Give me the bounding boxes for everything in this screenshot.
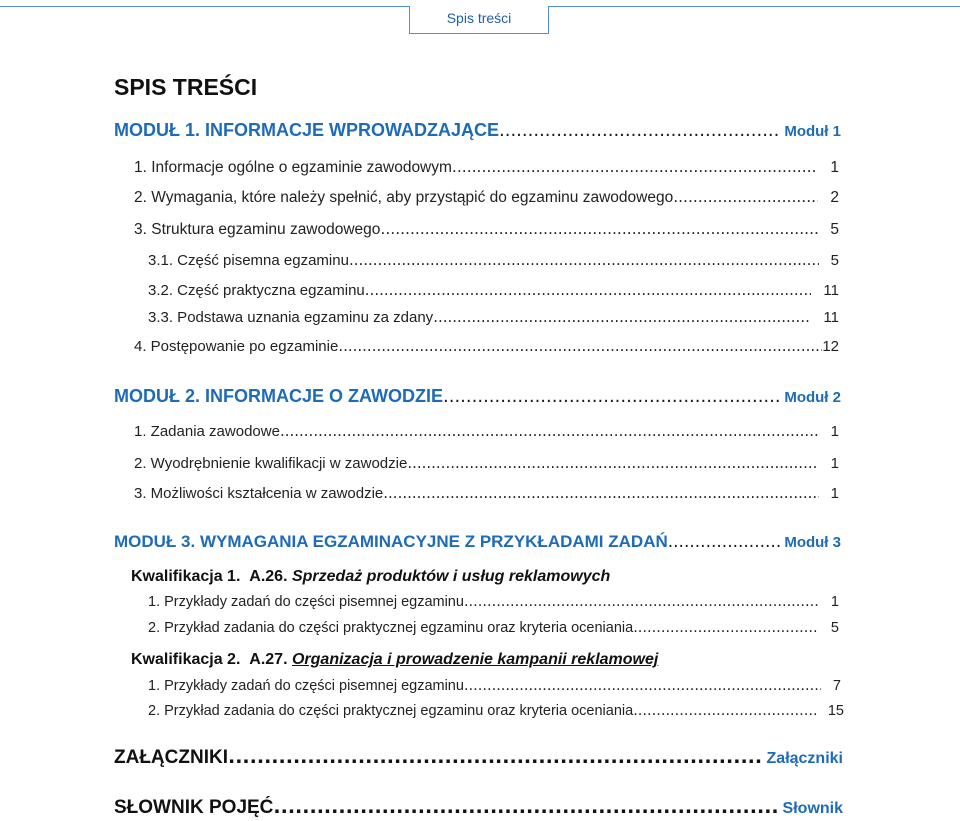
- qualification-code: A.27.: [249, 651, 288, 668]
- qualification-code: A.26.: [249, 568, 288, 585]
- toc-item-label: 1. Przykłady zadań do części pisemnej egzaminu: [148, 678, 464, 694]
- toc-module-3-label: MODUŁ 3. WYMAGANIA EGZAMINACYJNE Z PRZYKŁADAMI ZADAŃ: [114, 532, 668, 551]
- toc-item-page: 7: [832, 678, 841, 694]
- toc-module-3[interactable]: [114, 532, 841, 552]
- toc-item-page: 1: [830, 423, 839, 440]
- toc-item[interactable]: [148, 251, 839, 269]
- toc-item-page: 2: [830, 189, 839, 206]
- leader-dots: [338, 337, 822, 355]
- toc-item[interactable]: [134, 188, 839, 207]
- leader-dots: [383, 484, 818, 502]
- leader-dots: [633, 703, 816, 719]
- toc-item-page: 1: [830, 159, 839, 176]
- toc-item[interactable]: [148, 620, 839, 636]
- leader-dots: [633, 620, 819, 636]
- toc-item[interactable]: [134, 158, 839, 177]
- toc-item[interactable]: [148, 308, 839, 326]
- qualification-name: Organizacja i prowadzenie kampanii reklamowej: [291, 651, 659, 668]
- toc-item-page: 11: [823, 282, 839, 299]
- toc-item-label: 2. Przykład zadania do części praktycznej egzaminu oraz kryteria oceniania: [148, 703, 634, 719]
- leader-dots: [452, 158, 818, 176]
- toc-item-label: 2. Przykład zadania do części praktycznej egzaminu oraz kryteria oceniania: [148, 620, 634, 636]
- toc-item[interactable]: [148, 678, 841, 694]
- toc-item[interactable]: [134, 484, 839, 502]
- header-rule-right: [549, 6, 960, 7]
- toc-item-label: 3. Możliwości kształcenia w zawodzie: [134, 485, 384, 502]
- leader-dots: [365, 281, 812, 299]
- toc-item-label: 3. Struktura egzaminu zawodowego: [134, 221, 381, 238]
- toc-item[interactable]: [134, 337, 839, 355]
- toc-item-page: 1: [830, 455, 839, 472]
- toc-item-page: 12: [822, 338, 839, 355]
- toc-item-page: 5: [830, 252, 839, 269]
- leader-dots: [443, 386, 780, 407]
- toc-appendices[interactable]: [114, 746, 843, 769]
- toc-title: SPIS TREŚCI: [114, 74, 258, 100]
- toc-glossary-label: SŁOWNIK POJĘĆ: [114, 797, 274, 818]
- running-header: [409, 6, 549, 34]
- toc-appendices-page: Załączniki: [766, 750, 843, 767]
- leader-dots: [273, 796, 778, 818]
- toc-module-3-page: Moduł 3: [784, 534, 841, 551]
- toc-module-2-label: MODUŁ 2. INFORMACJE O ZAWODZIE: [114, 386, 444, 406]
- toc-item-page: 15: [827, 703, 844, 719]
- leader-dots: [228, 746, 763, 768]
- toc-item-label: 1. Zadania zawodowe: [134, 423, 280, 440]
- leader-dots: [433, 308, 811, 326]
- qualification-prefix: Kwalifikacja 2.: [131, 651, 241, 668]
- leader-dots: [349, 251, 819, 269]
- leader-dots: [464, 678, 821, 694]
- toc-item-page: 5: [830, 221, 839, 238]
- qualification-prefix: Kwalifikacja 1.: [131, 568, 241, 585]
- qualification-heading: [131, 568, 610, 586]
- toc-item-label: 2. Wymagania, które należy spełnić, aby przystąpić do egzaminu zawodowego: [134, 189, 674, 206]
- toc-item-label: 3.1. Część pisemna egzaminu: [148, 252, 349, 269]
- leader-dots: [464, 594, 819, 610]
- toc-item-page: 5: [830, 620, 839, 636]
- toc-item[interactable]: [148, 703, 844, 719]
- leader-dots: [673, 188, 818, 206]
- toc-item-label: 2. Wyodrębnienie kwalifikacji w zawodzie: [134, 455, 408, 472]
- leader-dots: [380, 220, 818, 238]
- toc-item-page: 11: [823, 309, 839, 326]
- toc-item[interactable]: [134, 422, 839, 440]
- toc-item[interactable]: [148, 281, 839, 299]
- toc-item-page: 1: [830, 485, 839, 502]
- toc-module-2-page: Moduł 2: [784, 389, 841, 406]
- toc-item-label: 3.3. Podstawa uznania egzaminu za zdany: [148, 309, 434, 326]
- toc-item-label: 3.2. Część praktyczna egzaminu: [148, 282, 365, 299]
- toc-glossary[interactable]: [114, 796, 843, 819]
- toc-glossary-page: Słownik: [782, 800, 843, 817]
- leader-dots: [668, 532, 781, 552]
- toc-item[interactable]: [134, 454, 839, 472]
- toc-item[interactable]: [134, 220, 839, 239]
- toc-item-label: 4. Postępowanie po egzaminie: [134, 338, 339, 355]
- header-rule-left: [0, 6, 409, 7]
- toc-item-label: 1. Przykłady zadań do części pisemnej egzaminu: [148, 594, 464, 610]
- leader-dots: [499, 120, 780, 141]
- toc-module-2[interactable]: [114, 386, 841, 407]
- toc-item-page: 1: [830, 594, 839, 610]
- qualification-name: Sprzedaż produktów i usług reklamowych: [291, 568, 611, 585]
- toc-item-label: 1. Informacje ogólne o egzaminie zawodowym: [134, 159, 452, 176]
- qualification-heading: [131, 651, 658, 669]
- toc-item[interactable]: [148, 594, 839, 610]
- toc-module-1-page: Moduł 1: [784, 123, 841, 140]
- leader-dots: [407, 454, 818, 472]
- leader-dots: [280, 422, 819, 440]
- toc-appendices-label: ZAŁĄCZNIKI: [114, 747, 228, 768]
- toc-module-1-label: MODUŁ 1. INFORMACJE WPROWADZAJĄCE: [114, 120, 500, 140]
- running-header-text: Spis treści: [446, 10, 512, 26]
- toc-module-1[interactable]: [114, 120, 841, 141]
